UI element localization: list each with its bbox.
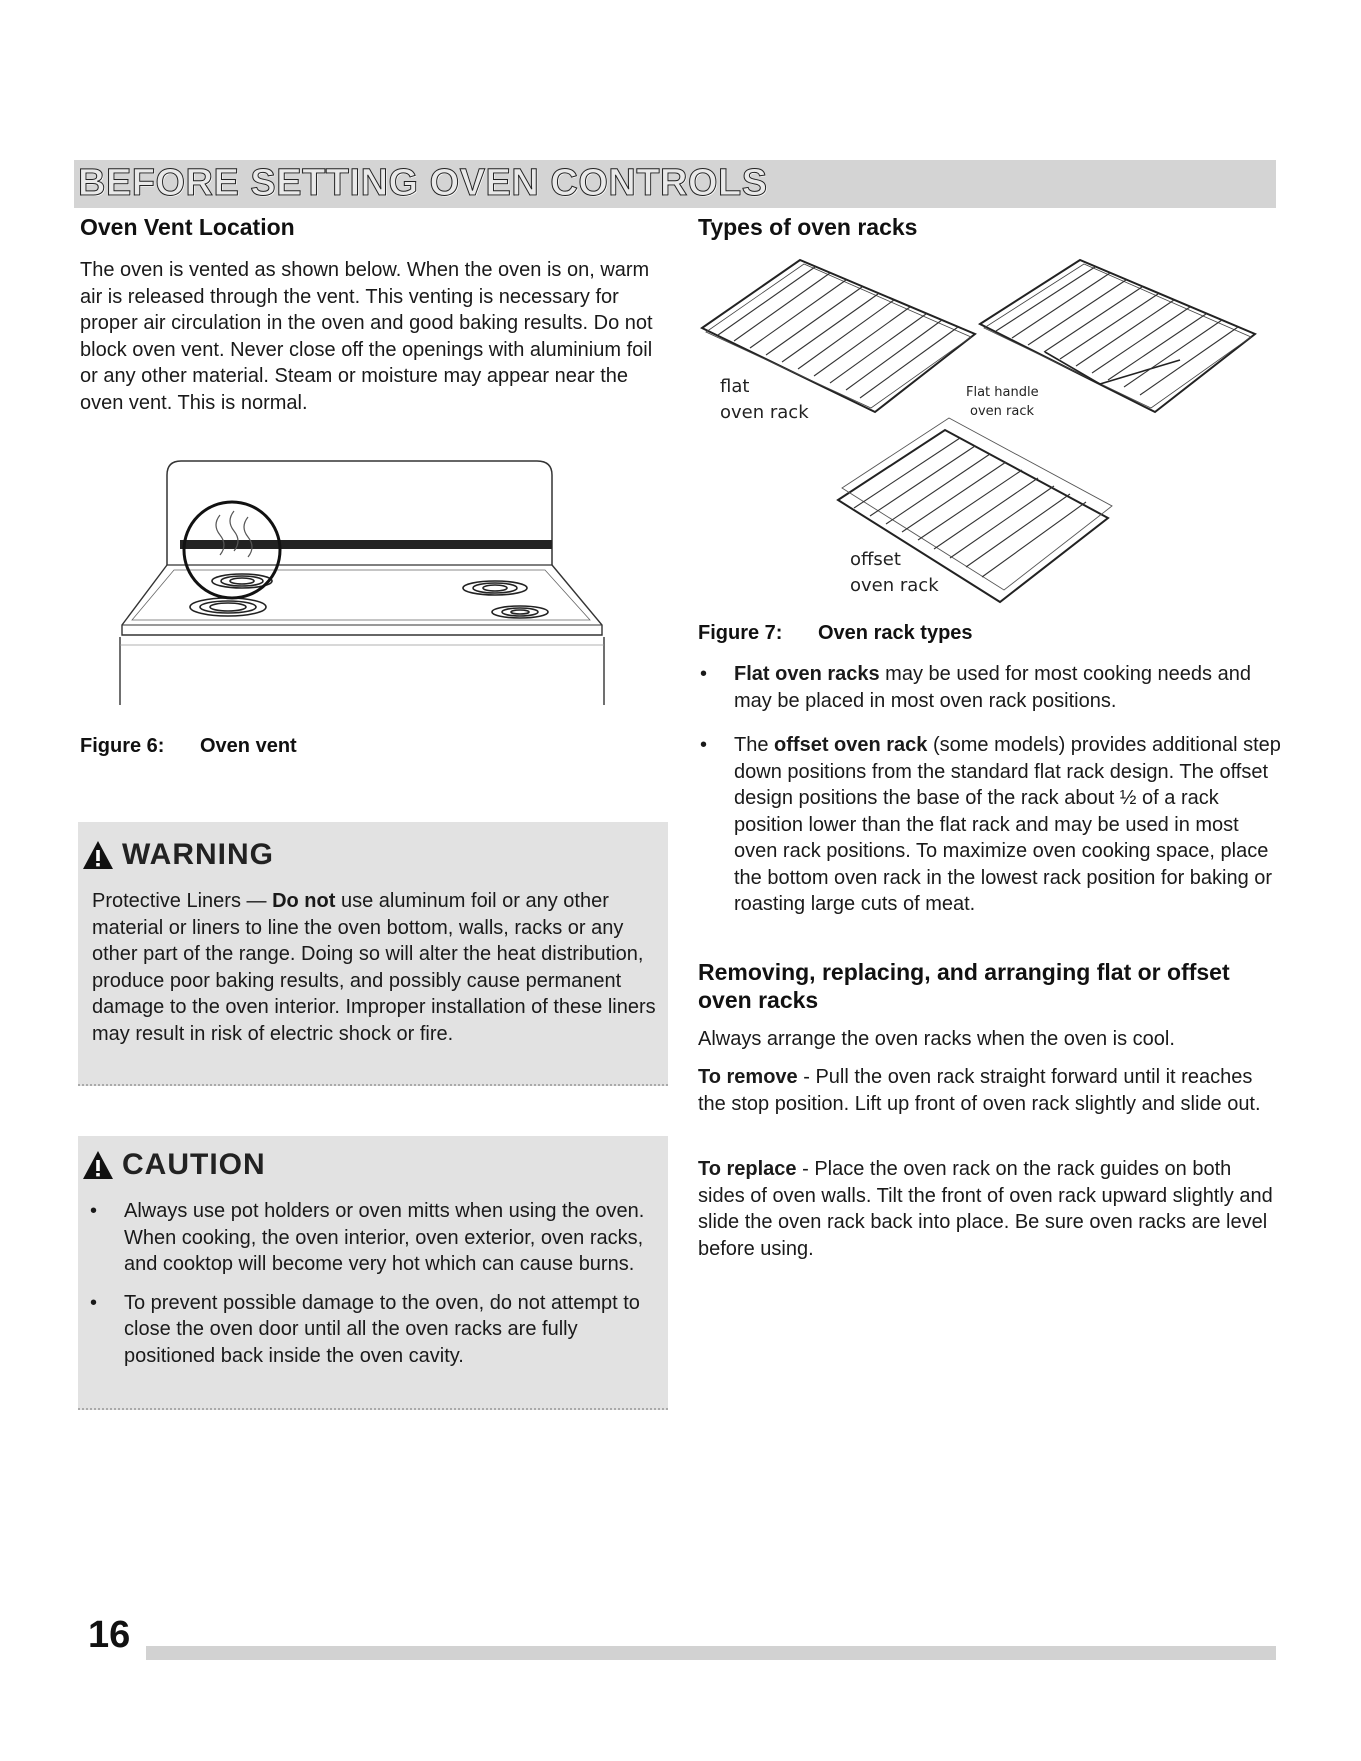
section-header-banner xyxy=(74,160,1276,208)
caution-title: CAUTION xyxy=(122,1148,266,1181)
footer-bar xyxy=(146,1646,1276,1660)
page-number: 16 xyxy=(88,1614,131,1656)
warning-bold: Do not xyxy=(272,890,336,912)
figure-7-number: Figure 7: xyxy=(698,622,783,644)
removing-heading: Removing, replacing, and arranging flat or offset oven racks xyxy=(698,959,1230,1013)
remove-bold: To remove xyxy=(698,1066,798,1088)
warning-triangle-icon xyxy=(82,840,114,870)
replace-paragraph xyxy=(698,1156,1278,1262)
warning-text xyxy=(92,888,658,1047)
figure-6-number: Figure 6: xyxy=(80,735,165,757)
caution-item: • Always use pot holders or oven mitts when using the oven. When cooking, the oven interior, oven exterior, oven racks, and cooktop will become very hot which can cause burns. xyxy=(86,1198,656,1278)
caution-item: • To prevent possible damage to the oven, do not attempt to close the oven door until all the oven racks are fully positioned back inside the oven cavity. xyxy=(86,1290,656,1370)
offset-rack-bullet xyxy=(696,732,1282,918)
flat-rack-label-1: flat xyxy=(720,376,750,397)
oven-racks-figure xyxy=(690,252,1290,612)
vent-heading: Oven Vent Location xyxy=(80,214,295,240)
types-heading: Types of oven racks xyxy=(698,214,918,240)
replace-text: - Place the oven rack on the rack guides on both sides of oven walls. Tilt the front of oven rack upward slightly and slide the oven rack back into place. Be sure oven racks are level before using. xyxy=(698,1158,1273,1260)
caution-list xyxy=(86,1198,656,1381)
caution-header xyxy=(82,1148,266,1182)
offset-rack-pre: The xyxy=(734,734,775,756)
figure-6-title: Oven vent xyxy=(200,735,297,757)
warning-title: WARNING xyxy=(122,838,274,871)
figure-6-caption xyxy=(80,735,297,758)
vent-paragraph: The oven is vented as shown below. When the oven is on, warm air is released through the vent. This venting is necessary for proper air circulation in the oven and good baking results. Do not block oven vent. Never close off the openings with aluminium foil or any other material. Steam or moisture may appear near the oven vent. This is normal. xyxy=(80,259,653,414)
caution-box xyxy=(78,1136,668,1410)
warning-body: use aluminum foil or any other material or liners to line the oven bottom, walls, racks or any other part of the range. Doing so will alter the heat distribution, produce poor baking results, and possibly cause permanent damage to the oven interior. Improper installation of these liners may result in risk of electric shock or fire. xyxy=(92,890,656,1045)
flat-handle-label-1: Flat handle xyxy=(966,385,1039,400)
remove-text: - Pull the oven rack straight forward until it reaches the stop position. Lift up front of oven rack slightly and slide out. xyxy=(698,1066,1261,1115)
offset-rack-label-2: oven rack xyxy=(850,575,939,596)
warning-lead: Protective Liners — xyxy=(92,890,273,912)
rack-types-list xyxy=(696,661,1282,930)
section-title: BEFORE SETTING OVEN CONTROLS xyxy=(78,162,768,204)
remove-paragraph xyxy=(698,1064,1278,1117)
flat-rack-bullet xyxy=(696,661,1282,714)
flat-rack-bold: Flat oven racks xyxy=(734,663,880,685)
warning-header xyxy=(82,838,274,872)
flat-handle-label-2: oven rack xyxy=(970,404,1035,419)
replace-bold: To replace xyxy=(698,1158,797,1180)
figure-7-title: Oven rack types xyxy=(818,622,973,644)
offset-rack-bold: offset oven rack xyxy=(774,734,928,756)
warning-box xyxy=(78,822,668,1086)
flat-rack-text: may be used for most cooking needs and may be placed in most oven rack positions. xyxy=(734,663,1251,712)
arrange-text: Always arrange the oven racks when the oven is cool. xyxy=(698,1028,1175,1050)
oven-vent-figure xyxy=(112,455,612,715)
flat-rack-label-2: oven rack xyxy=(720,402,809,423)
offset-rack-label-1: offset xyxy=(850,549,901,570)
figure-7-caption xyxy=(698,622,973,645)
offset-rack-text: (some models) provides additional step down positions from the standard flat rack design. The offset design positions the base of the rack about ½ of a rack position lower than the flat rack and may be used in most oven rack positions. To maximize oven cooking space, place the bottom oven rack in the lowest rack position for baking or roasting large cuts of meat. xyxy=(734,734,1281,915)
caution-triangle-icon xyxy=(82,1150,114,1180)
